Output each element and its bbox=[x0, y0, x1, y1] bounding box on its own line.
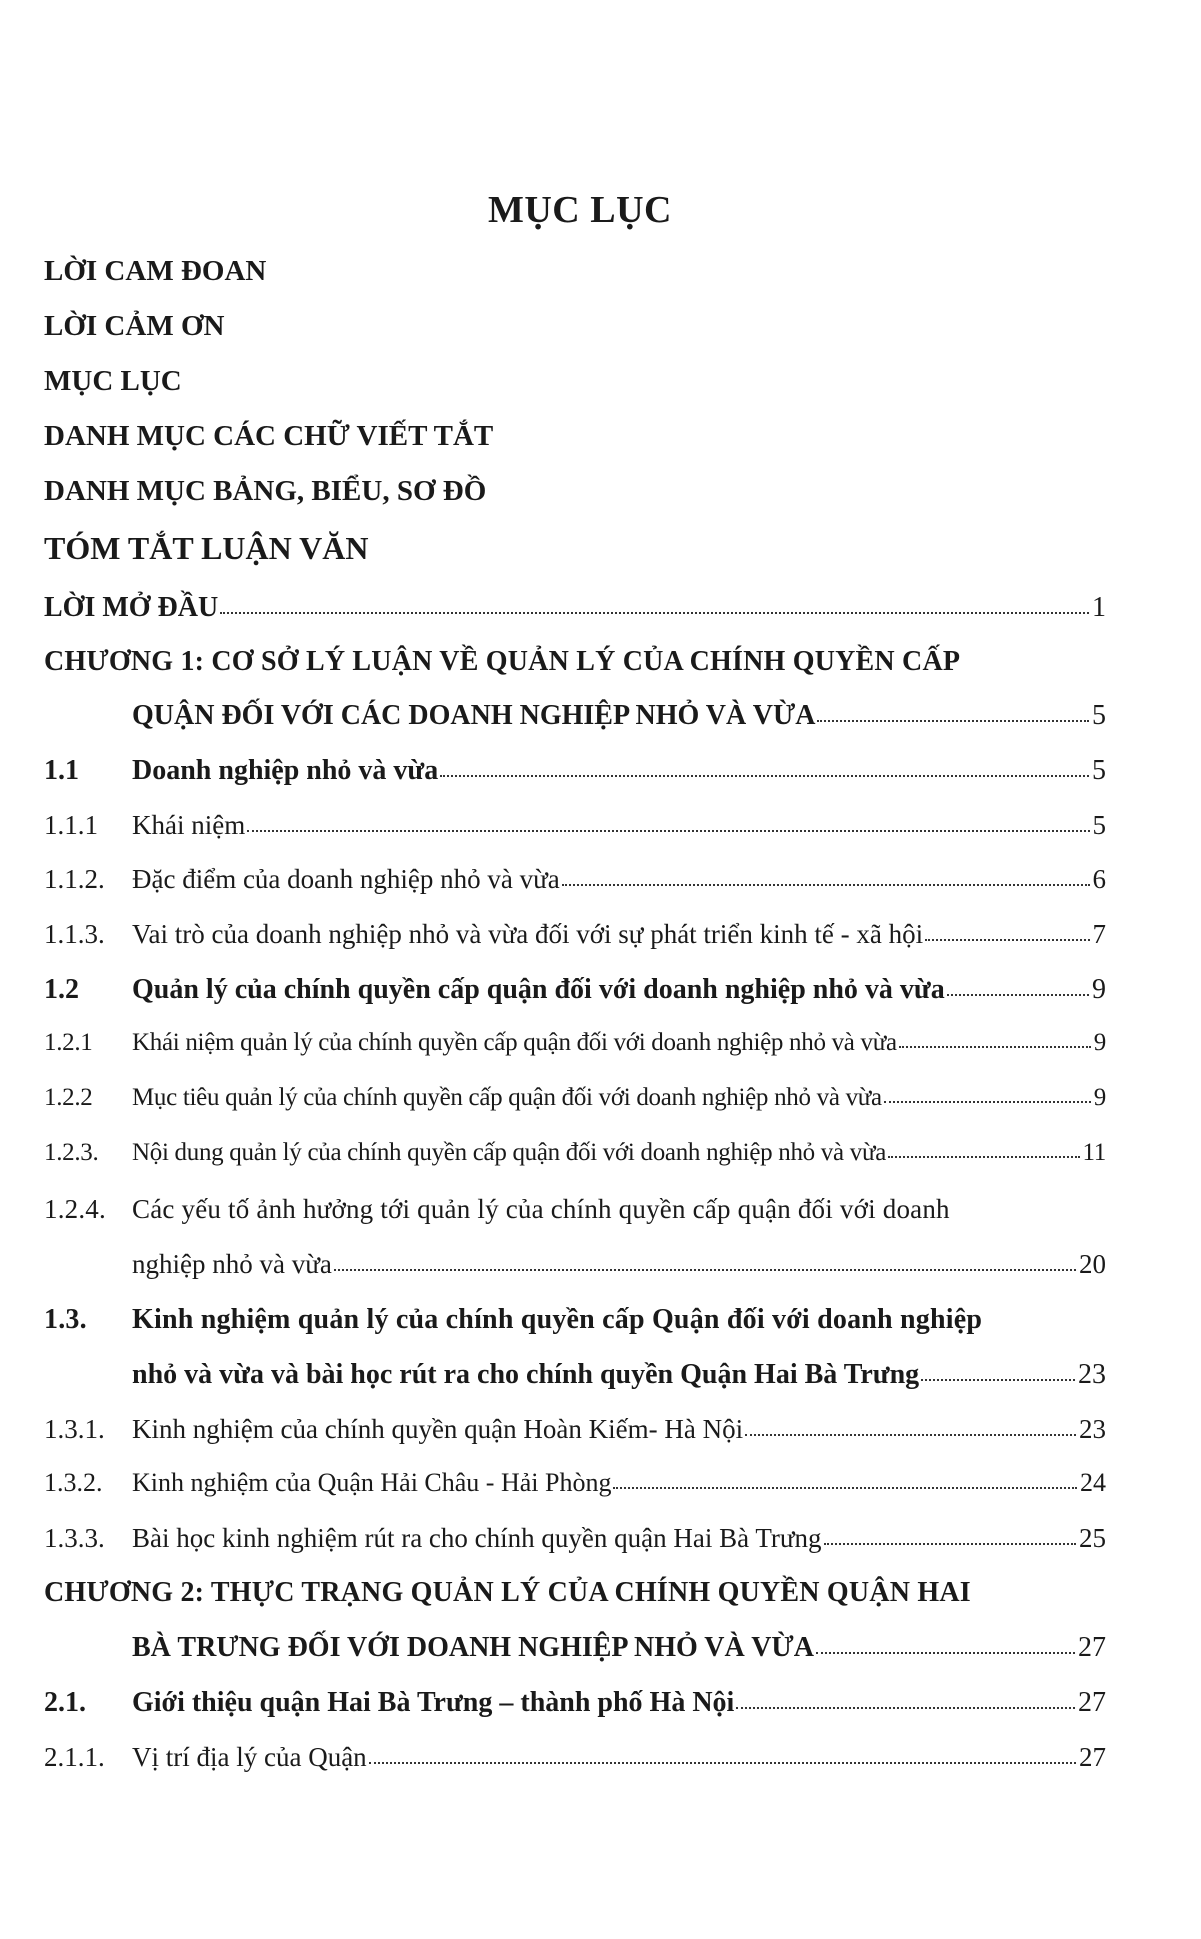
toc-page-number: 9 bbox=[1093, 1029, 1106, 1056]
dot-leader bbox=[745, 1433, 1076, 1436]
toc-entry-1-2-4[interactable] bbox=[132, 1249, 1106, 1289]
toc-entry-label: nghiệp nhỏ và vừa bbox=[132, 1249, 332, 1279]
dot-leader bbox=[921, 1378, 1075, 1381]
toc-entry-1-1[interactable] bbox=[44, 755, 1106, 795]
toc-entry-label: Giới thiệu quận Hai Bà Trưng – thành phố Hà Nội bbox=[132, 1687, 735, 1718]
toc-page-number: 11 bbox=[1082, 1139, 1106, 1166]
toc-page-number: 5 bbox=[1092, 755, 1106, 786]
toc-entry-1-2-4-line1[interactable] bbox=[44, 1194, 1106, 1225]
dot-leader bbox=[888, 1155, 1080, 1158]
toc-entry-label: Vai trò của doanh nghiệp nhỏ và vừa đối với sự phát triển kinh tế - xã hội bbox=[132, 919, 924, 949]
toc-section-number: 1.3. bbox=[44, 1304, 87, 1335]
toc-entry-2-1[interactable] bbox=[44, 1687, 1106, 1727]
toc-page-number: 1 bbox=[1092, 592, 1106, 623]
toc-front-tables: DANH MỤC BẢNG, BIỂU, SƠ ĐỒ bbox=[44, 475, 487, 507]
dot-leader bbox=[247, 829, 1089, 832]
toc-page-number: 27 bbox=[1078, 1687, 1106, 1718]
toc-entry-chapter1[interactable] bbox=[132, 700, 1106, 740]
dot-leader bbox=[824, 1542, 1076, 1545]
toc-entry-label: Bài học kinh nghiệm rút ra cho chính quyền quận Hai Bà Trưng bbox=[132, 1523, 822, 1553]
toc-page-number: 6 bbox=[1092, 864, 1106, 894]
dot-leader bbox=[925, 938, 1089, 941]
toc-section-number: 1.2 bbox=[44, 974, 79, 1005]
dot-leader bbox=[334, 1268, 1076, 1271]
toc-entry-2-1-1[interactable] bbox=[44, 1742, 1106, 1782]
toc-section-number: 1.3.1. bbox=[44, 1414, 105, 1444]
toc-entry-label: Các yếu tố ảnh hưởng tới quản lý của chính quyền cấp quận đối với doanh bbox=[132, 1194, 950, 1224]
toc-section-number: 1.3.2. bbox=[44, 1468, 103, 1497]
dot-leader bbox=[817, 719, 1089, 722]
toc-section-number: 1.2.4. bbox=[44, 1194, 106, 1224]
toc-entry-1-2-1[interactable] bbox=[44, 1029, 1106, 1069]
toc-page-number: 27 bbox=[1078, 1632, 1106, 1663]
dot-leader bbox=[440, 774, 1089, 777]
toc-entry-1-3-1[interactable] bbox=[44, 1414, 1106, 1454]
toc-page-number: 5 bbox=[1092, 810, 1106, 840]
toc-entry-chapter2[interactable] bbox=[132, 1632, 1106, 1672]
toc-entry-label: QUẬN ĐỐI VỚI CÁC DOANH NGHIỆP NHỎ VÀ VỪA bbox=[132, 700, 816, 731]
toc-page-number: 7 bbox=[1092, 919, 1106, 949]
toc-entry-intro[interactable] bbox=[44, 592, 1106, 632]
toc-page-number: 20 bbox=[1079, 1249, 1106, 1279]
dot-leader bbox=[369, 1761, 1076, 1764]
toc-section-number: 1.1.2. bbox=[44, 864, 105, 894]
toc-entry-label: Doanh nghiệp nhỏ và vừa bbox=[132, 755, 439, 786]
toc-section-number: 1.2.1 bbox=[44, 1029, 93, 1056]
toc-front-summary: TÓM TẮT LUẬN VĂN bbox=[44, 530, 369, 566]
toc-front-thanks: LỜI CẢM ƠN bbox=[44, 310, 225, 342]
toc-entry-1-1-3[interactable] bbox=[44, 919, 1106, 959]
toc-section-number: 1.3.3. bbox=[44, 1523, 105, 1553]
toc-entry-1-2-3[interactable] bbox=[44, 1139, 1106, 1179]
toc-section-number: 1.1.3. bbox=[44, 919, 105, 949]
toc-page-number: 9 bbox=[1093, 1084, 1106, 1111]
toc-front-abbreviations: DANH MỤC CÁC CHỮ VIẾT TẮT bbox=[44, 420, 494, 452]
dot-leader bbox=[613, 1486, 1077, 1489]
toc-entry-1-3-line1[interactable] bbox=[44, 1304, 1106, 1336]
toc-page-number: 23 bbox=[1079, 1414, 1106, 1444]
toc-page-number: 5 bbox=[1092, 700, 1106, 731]
toc-entry-label: Kinh nghiệm của Quận Hải Châu - Hải Phòng bbox=[132, 1468, 612, 1497]
toc-section-number: 1.1.1 bbox=[44, 810, 98, 840]
toc-section-number: 1.2.2 bbox=[44, 1084, 93, 1111]
toc-entry-1-3-3[interactable] bbox=[44, 1523, 1106, 1563]
toc-entry-label: LỜI MỞ ĐẦU bbox=[44, 592, 219, 623]
dot-leader bbox=[816, 1651, 1075, 1654]
toc-section-number: 1.1 bbox=[44, 755, 79, 786]
toc-entry-label: Kinh nghiệm của chính quyền quận Hoàn Kiếm- Hà Nội bbox=[132, 1414, 744, 1444]
toc-section-number: 2.1. bbox=[44, 1687, 86, 1718]
toc-front-contents: MỤC LỤC bbox=[44, 365, 182, 397]
dot-leader bbox=[947, 993, 1089, 996]
page-title: MỤC LỤC bbox=[488, 189, 672, 231]
toc-entry-1-3-2[interactable] bbox=[44, 1468, 1106, 1508]
toc-entry-label: Mục tiêu quản lý của chính quyền cấp quận đối với doanh nghiệp nhỏ và vừa bbox=[132, 1084, 882, 1111]
toc-front-commitment: LỜI CAM ĐOAN bbox=[44, 255, 267, 287]
toc-page-number: 27 bbox=[1079, 1742, 1106, 1772]
toc-entry-label: Khái niệm quản lý của chính quyền cấp quận đối với doanh nghiệp nhỏ và vừa bbox=[132, 1029, 897, 1056]
toc-page-number: 25 bbox=[1079, 1523, 1106, 1553]
toc-section-number: 1.2.3. bbox=[44, 1139, 99, 1166]
toc-page-number: 23 bbox=[1078, 1359, 1106, 1390]
toc-chapter2-line1[interactable]: CHƯƠNG 2: THỰC TRẠNG QUẢN LÝ CỦA CHÍNH QUYỀN QUẬN HAI bbox=[44, 1577, 971, 1608]
dot-leader bbox=[736, 1706, 1075, 1709]
dot-leader bbox=[562, 883, 1090, 886]
toc-entry-1-1-1[interactable] bbox=[44, 810, 1106, 850]
toc-entry-label: Đặc điểm của doanh nghiệp nhỏ và vừa bbox=[132, 864, 560, 894]
toc-entry-label: Vị trí địa lý của Quận bbox=[132, 1742, 367, 1772]
toc-entry-1-1-2[interactable] bbox=[44, 864, 1106, 904]
toc-entry-label: Kinh nghiệm quản lý của chính quyền cấp Quận đối với doanh nghiệp bbox=[132, 1304, 983, 1335]
toc-entry-label: Nội dung quản lý của chính quyền cấp quận đối với doanh nghiệp nhỏ và vừa bbox=[132, 1139, 887, 1166]
toc-entry-label: nhỏ và vừa và bài học rút ra cho chính quyền Quận Hai Bà Trưng bbox=[132, 1359, 920, 1390]
toc-entry-label: Quản lý của chính quyền cấp quận đối với doanh nghiệp nhỏ và vừa bbox=[132, 974, 945, 1005]
toc-entry-1-2[interactable] bbox=[44, 974, 1106, 1014]
dot-leader bbox=[899, 1045, 1091, 1048]
toc-entry-label: BÀ TRƯNG ĐỐI VỚI DOANH NGHIỆP NHỎ VÀ VỪA bbox=[132, 1632, 814, 1663]
toc-page-number: 9 bbox=[1092, 974, 1106, 1005]
toc-chapter1-line1[interactable]: CHƯƠNG 1: CƠ SỞ LÝ LUẬN VỀ QUẢN LÝ CỦA CHÍNH QUYỀN CẤP bbox=[44, 646, 961, 677]
toc-page-number: 24 bbox=[1080, 1468, 1106, 1497]
toc-entry-label: Khái niệm bbox=[132, 810, 246, 840]
toc-entry-1-3[interactable] bbox=[132, 1359, 1106, 1399]
dot-leader bbox=[884, 1100, 1091, 1103]
toc-entry-1-2-2[interactable] bbox=[44, 1084, 1106, 1124]
toc-section-number: 2.1.1. bbox=[44, 1742, 105, 1772]
dot-leader bbox=[220, 611, 1089, 614]
